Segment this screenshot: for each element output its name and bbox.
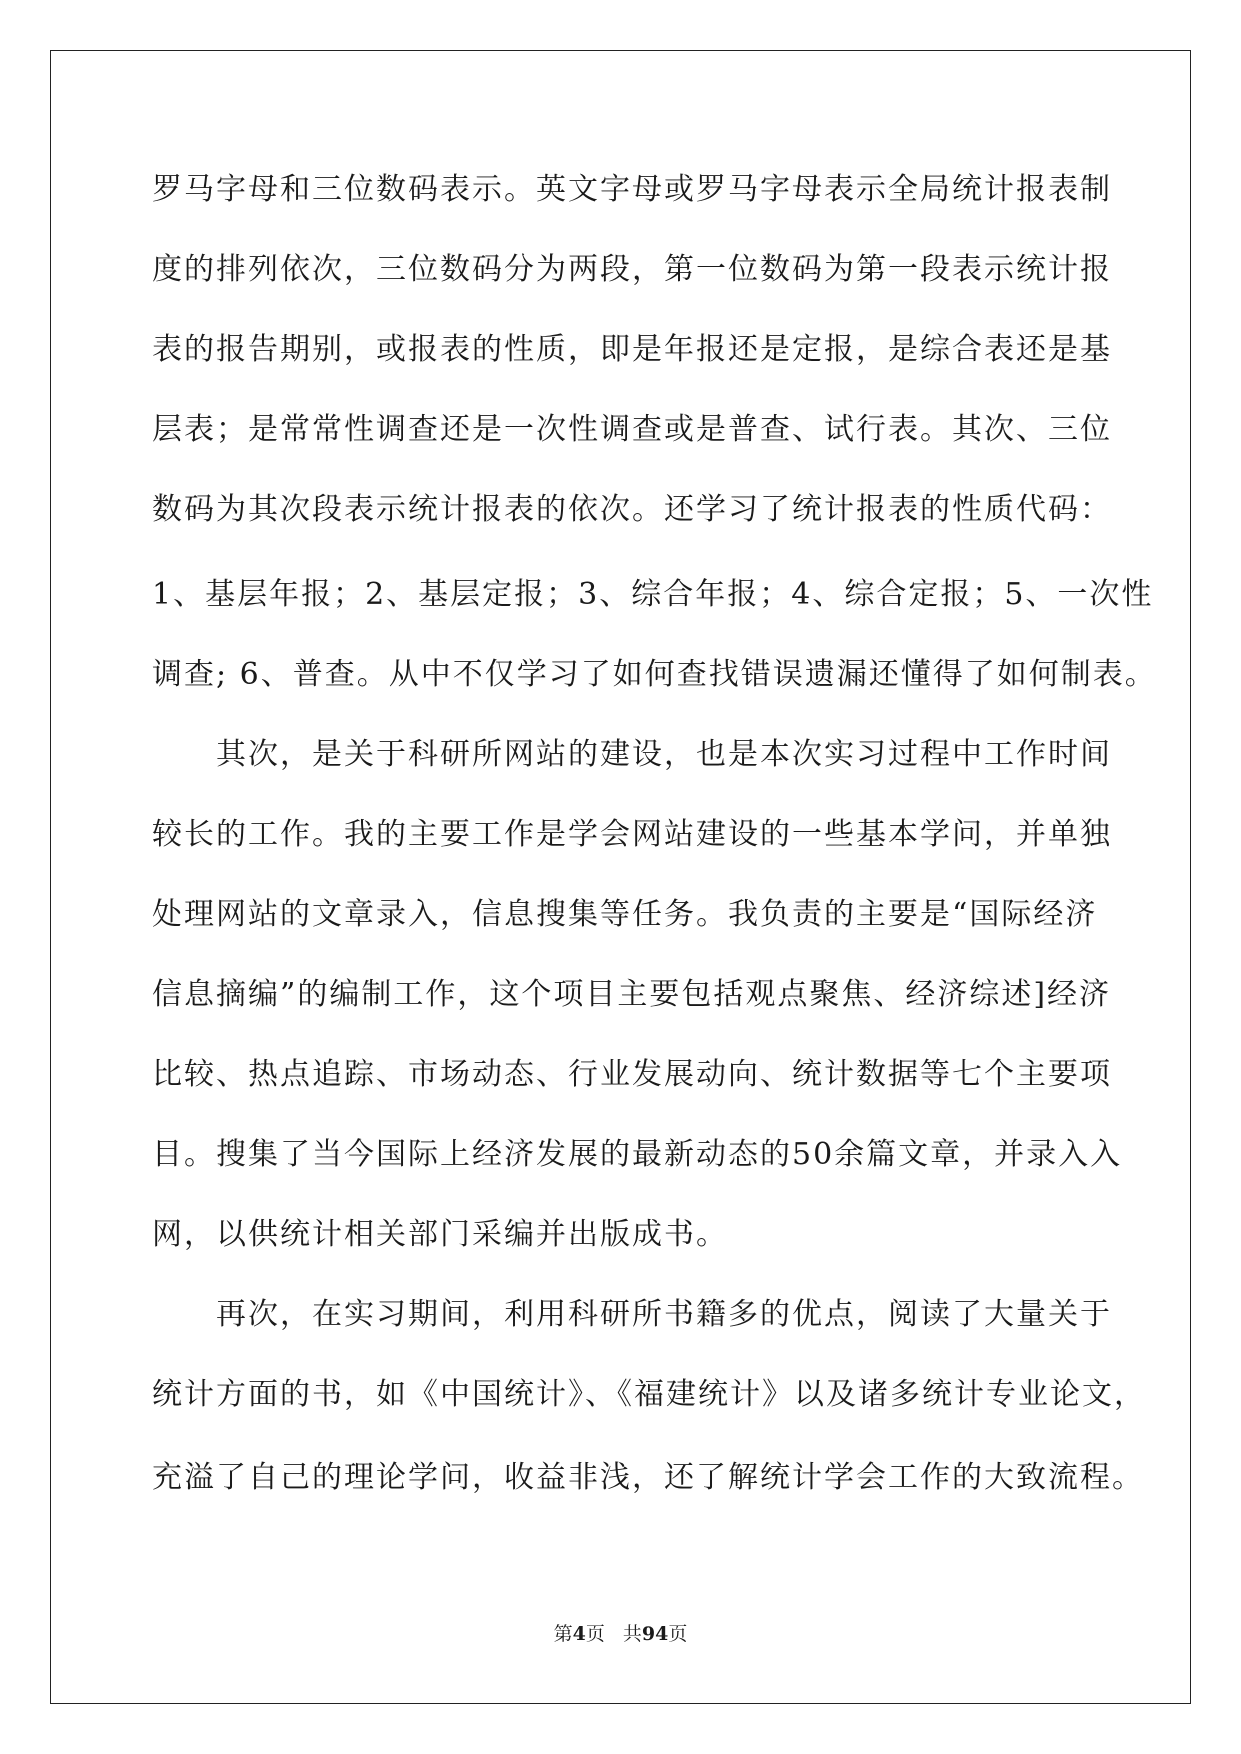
total-pages: 94 [641,1623,669,1645]
text-line: 信息摘编”的编制工作，这个项目主要包括观点聚焦、经济综述]经济 [152,977,1112,1012]
text-line: 罗马字母和三位数码表示。英文字母或罗马字母表示全局统计报表制 [152,172,1112,207]
page-suffix: 页 [585,1623,605,1645]
total-suffix: 页 [668,1623,688,1645]
text-line: 层表；是常常性调查还是一次性调查或是普查、试行表。其次、三位 [152,412,1112,447]
text-line: 1、基层年报；2、基层定报；3、综合年报；4、综合定报；5、一次性 [152,577,1154,612]
text-line: 统计方面的书，如《中国统计》、《福建统计》以及诸多统计专业论文， [152,1377,1146,1412]
total-prefix: 共 [622,1623,642,1645]
text-line: 目。搜集了当今国际上经济发展的最新动态的50余篇文章，并录入入 [152,1137,1123,1172]
text-line: 网，以供统计相关部门采编并出版成书。 [152,1217,728,1252]
text-line: 比较、热点追踪、市场动态、行业发展动向、统计数据等七个主要项 [152,1057,1112,1092]
text-line: 再次，在实习期间，利用科研所书籍多的优点，阅读了大量关于 [152,1297,1112,1332]
text-line: 表的报告期别，或报表的性质，即是年报还是定报，是综合表还是基 [152,332,1112,367]
page-number: 4 [572,1623,586,1645]
text-line: 调查; 6、普查。从中不仅学习了如何查找错误遗漏还懂得了如何制表。 [152,657,1157,692]
text-line: 较长的工作。我的主要工作是学会网站建设的一些基本学问，并单独 [152,817,1112,852]
page-footer [0,1622,1241,1646]
page-prefix: 第 [553,1623,573,1645]
text-line: 数码为其次段表示统计报表的依次。还学习了统计报表的性质代码： [152,492,1112,527]
text-line: 处理网站的文章录入，信息搜集等任务。我负责的主要是“国际经济 [152,897,1098,932]
page-border [50,50,1191,1704]
text-line: 充溢了自己的理论学问，收益非浅，还了解统计学会工作的大致流程。 [152,1460,1144,1495]
text-line: 其次，是关于科研所网站的建设，也是本次实习过程中工作时间 [152,737,1112,772]
text-line: 度的排列依次，三位数码分为两段，第一位数码为第一段表示统计报 [152,252,1112,287]
